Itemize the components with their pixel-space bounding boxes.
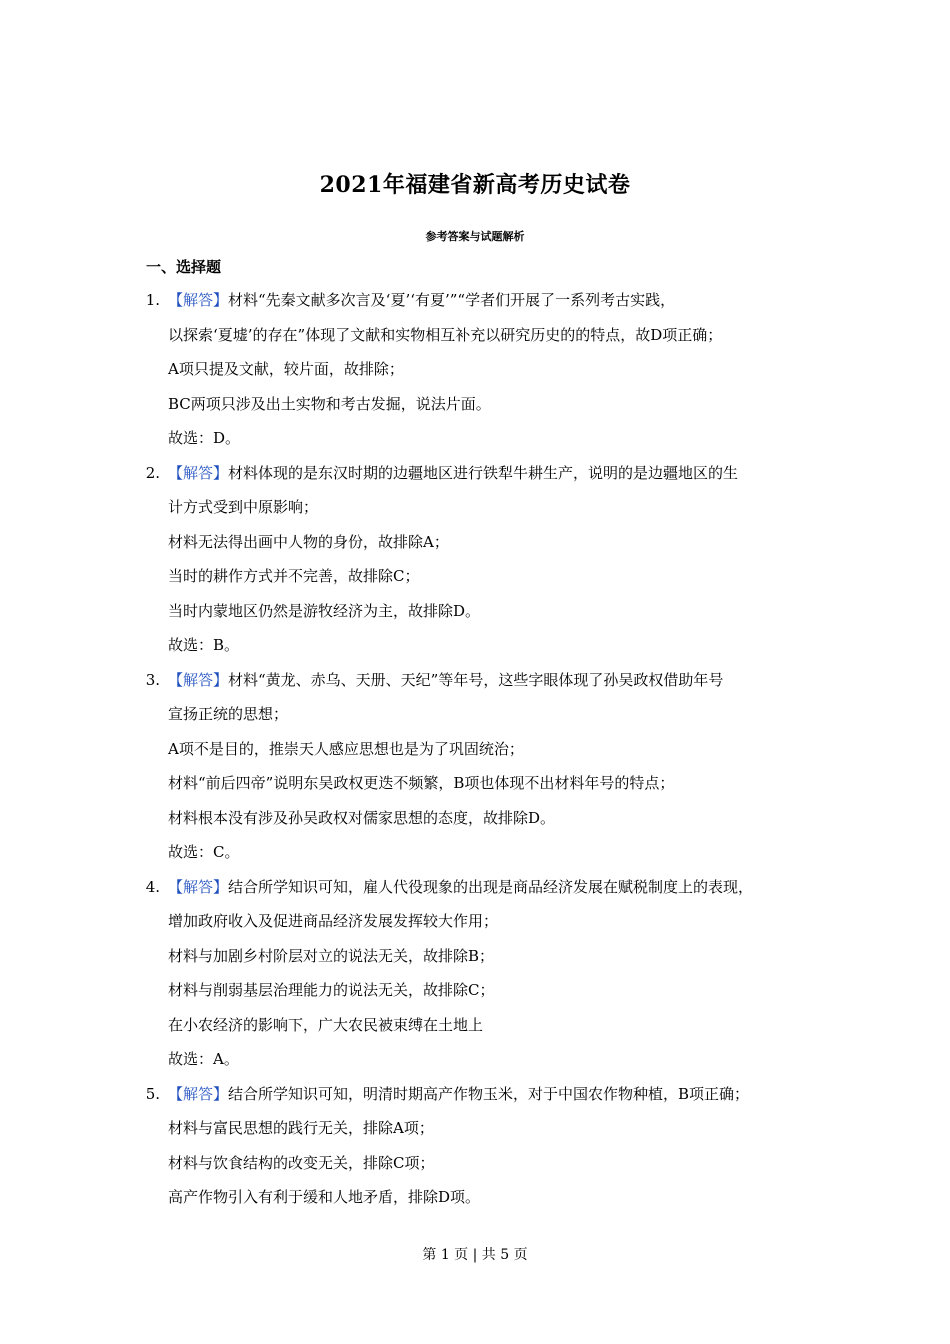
page-footer: 第 1 页 | 共 5 页 bbox=[422, 1247, 528, 1263]
answer-first-line bbox=[138, 663, 828, 698]
answer-block bbox=[138, 1077, 828, 1215]
answer-line: 材料与富民思想的践行无关，排除A项； bbox=[168, 1119, 434, 1137]
answer-tag: 【解答】 bbox=[168, 1084, 229, 1103]
answer-line: 材料根本没有涉及孙吴政权对儒家思想的态度，故排除D。 bbox=[168, 808, 556, 827]
answer-line: 当时内蒙地区仍然是游牧经济为主，故排除D。 bbox=[168, 601, 481, 620]
answer-block bbox=[138, 663, 828, 870]
answer-line: 在小农经济的影响下，广大农民被束缚在土地上 bbox=[168, 1015, 484, 1034]
answer-line: 材料“前后四帝”说明东吴政权更迭不频繁，B项也体现不出材料年号的特点； bbox=[168, 774, 675, 792]
question-number: 1. bbox=[145, 291, 160, 309]
answer-line: 当时的耕作方式并不完善，故排除C； bbox=[168, 567, 420, 585]
answer-text: 结合所学知识可知，雇人代役现象的出现是商品经济发展在赋税制度上的表现， bbox=[228, 877, 754, 896]
page-subtitle: 参考答案与试题解析 bbox=[425, 230, 525, 243]
answer-tag: 【解答】 bbox=[168, 877, 229, 896]
answer-line: 材料无法得出画中人物的身份，故排除A； bbox=[168, 532, 449, 551]
answer-text: 材料体现的是东汉时期的边疆地区进行铁犁牛耕生产，说明的是边疆地区的生 bbox=[228, 463, 739, 482]
answer-tag: 【解答】 bbox=[168, 463, 229, 482]
answer-line: 故选：C。 bbox=[168, 843, 240, 861]
answer-line: A项只提及文献，较片面，故排除； bbox=[168, 360, 404, 378]
answer-line: 故选：D。 bbox=[168, 429, 241, 447]
answer-block bbox=[138, 456, 828, 663]
question-number: 4. bbox=[145, 877, 160, 896]
answer-line: 材料与削弱基层治理能力的说法无关，故排除C； bbox=[168, 981, 495, 999]
answer-line: 计方式受到中原影响； bbox=[168, 498, 319, 516]
answer-first-line bbox=[138, 283, 828, 318]
answer-tag: 【解答】 bbox=[168, 670, 229, 689]
answer-line: 材料与加剧乡村阶层对立的说法无关，故排除B； bbox=[168, 946, 495, 965]
answer-line: 材料与饮食结构的改变无关，排除C项； bbox=[168, 1153, 435, 1172]
answer-line: A项不是目的，推崇天人感应思想也是为了巩固统治； bbox=[168, 739, 524, 758]
answer-line: BC两项只涉及出土实物和考古发掘，说法片面。 bbox=[168, 394, 491, 413]
answer-text: 结合所学知识可知，明清时期高产作物玉米，对于中国农作物种植，B项正确； bbox=[228, 1084, 750, 1103]
answer-line: 故选：A。 bbox=[168, 1050, 239, 1068]
answer-block bbox=[138, 283, 828, 456]
answer-line: 故选：B。 bbox=[168, 636, 240, 654]
answer-first-line bbox=[138, 1077, 828, 1112]
answer-line: 高产作物引入有利于缓和人地矛盾，排除D项。 bbox=[168, 1188, 481, 1206]
answer-text: 材料“先秦文献多次言及‘夏’‘有夏’”“学者们开展了一系列考古实践， bbox=[228, 291, 676, 309]
answer-line: 宣扬正统的思想； bbox=[168, 705, 289, 723]
answer-line: 以探索‘夏墟’的存在”体现了文献和实物相互补充以研究历史的的特点，故D项正确； bbox=[168, 325, 723, 344]
question-number: 5. bbox=[145, 1084, 160, 1103]
answer-line: 增加政府收入及促进商品经济发展发挥较大作用； bbox=[168, 912, 499, 930]
question-list bbox=[138, 283, 828, 1215]
question-number: 2. bbox=[145, 463, 160, 482]
section-heading: 一、选择题 bbox=[146, 258, 222, 276]
page-title: 2021年福建省新高考历史试卷 bbox=[319, 172, 631, 198]
answer-text: 材料“黄龙、赤乌、天册、天纪”等年号，这些字眼体现了孙吴政权借助年号 bbox=[228, 670, 724, 689]
answer-first-line bbox=[138, 456, 828, 491]
question-number: 3. bbox=[145, 670, 160, 689]
answer-tag: 【解答】 bbox=[168, 291, 229, 309]
answer-first-line bbox=[138, 870, 828, 905]
answer-block bbox=[138, 870, 828, 1077]
